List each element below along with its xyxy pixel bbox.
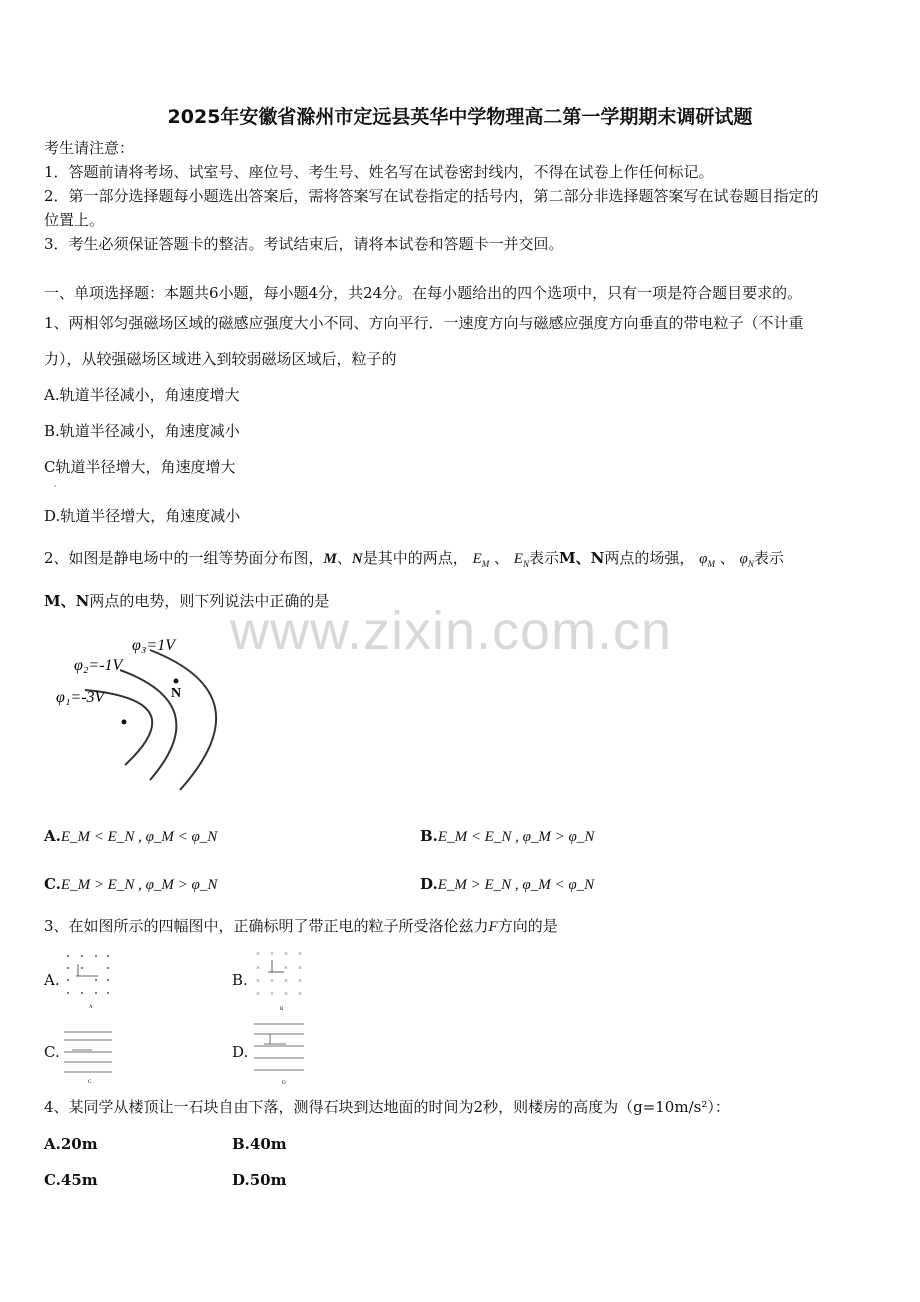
q3-caption-b: B — [280, 1007, 284, 1012]
q4-option-b: B.40m — [232, 1135, 287, 1153]
phi2-label: φ₂=-1V — [74, 657, 123, 674]
q1-stem-line2: 力），从较强磁场区域进入到较弱磁场区域后，粒子的 — [44, 350, 397, 368]
svg-text:×: × — [284, 950, 288, 958]
notice-item-1: 1．答题前请将考场、试室号、座位号、考生号、姓名写在试卷密封线内，不得在试卷上作任何标记。 — [44, 163, 714, 181]
q1-option-a: A.轨道半径减小，角速度增大 — [44, 386, 240, 404]
q3-figure-c — [62, 1026, 116, 1084]
notice-item-3: 3．考生必须保证答题卡的整洁。考试结束后，请将本试卷和答题卡一并交回。 — [44, 235, 564, 253]
svg-text:×: × — [270, 990, 274, 998]
watermark: www.zixin.com.cn — [230, 601, 673, 661]
q2-stem-line1: 2、如图是静电场中的一组等势面分布图，M、N是其中的两点， $E_M$ 、 $E_N$表示M、N两点的场强， $\varphi_M$ 、 $\varphi_N$表示 — [44, 549, 784, 569]
notice-heading: 考生请注意： — [44, 139, 135, 157]
equipotential-curve-2 — [120, 670, 176, 780]
point-n-label: N — [171, 686, 182, 701]
stray-dot: · — [54, 482, 57, 491]
svg-text:×: × — [284, 964, 288, 972]
q2-stem-line2: M、N两点的电势，则下列说法中正确的是 — [44, 592, 330, 610]
q4-stem: 4、某同学从楼顶让一石块自由下落，测得石块到达地面的时间为2秒，则楼房的高度为（g=10m/s²）： — [44, 1098, 730, 1116]
q4-option-a: A.20m — [44, 1135, 98, 1153]
phi3-label: φ₃=1V — [132, 637, 175, 654]
svg-text:×: × — [270, 977, 274, 985]
svg-text:×: × — [298, 977, 302, 985]
svg-text:×: × — [256, 990, 260, 998]
q3-caption-d: D — [282, 1081, 286, 1086]
notice-item-2-cont: 位置上。 — [44, 211, 105, 229]
exam-title: 2025年安徽省滁州市定远县英华中学物理高二第一学期期末调研试题 — [167, 106, 753, 128]
q2-option-a: A.E_M < E_N , φ_M < φ_N — [44, 827, 218, 845]
q3-stem: 3、在如图所示的四幅图中，正确标明了带正电的粒子所受洛伦兹力F方向的是 — [44, 917, 558, 935]
q3-figure-a — [62, 950, 114, 1010]
svg-text:×: × — [298, 990, 302, 998]
point-m — [122, 720, 127, 725]
q3-caption-a: A — [89, 1005, 93, 1010]
q4-option-d: D.50m — [232, 1171, 287, 1189]
section-heading: 一、单项选择题：本题共6小题，每小题4分，共24分。在每小题给出的四个选项中，只有一项是符合题目要求的。 — [44, 284, 803, 302]
q3-figure-b — [252, 948, 308, 1012]
q1-option-d: D.轨道半径增大，角速度减小 — [44, 507, 241, 525]
point-n-dot — [174, 679, 179, 684]
svg-text:×: × — [298, 964, 302, 972]
svg-text:×: × — [270, 950, 274, 958]
q3-label-d: D. — [232, 1043, 249, 1061]
svg-text:×: × — [256, 977, 260, 985]
q2-option-b: B.E_M < E_N , φ_M > φ_N — [420, 827, 595, 845]
svg-text:×: × — [284, 990, 288, 998]
q2-option-c: C.E_M > E_N , φ_M > φ_N — [44, 875, 218, 893]
equipotential-figure — [50, 630, 225, 795]
phi1-label: φ₁=-3V — [56, 689, 105, 706]
svg-text:×: × — [298, 950, 302, 958]
svg-text:×: × — [256, 964, 260, 972]
q3-label-a: A. — [44, 971, 60, 989]
q1-stem-line1: 1、两相邻匀强磁场区域的磁感应强度大小不同、方向平行．一速度方向与磁感应强度方向垂直的带电粒子（不计重 — [44, 314, 804, 332]
q3-caption-c: C — [88, 1080, 92, 1084]
notice-item-2: 2．第一部分选择题每小题选出答案后，需将答案写在试卷指定的括号内，第二部分非选择题答案写在试卷题目指定的 — [44, 187, 819, 205]
q3-label-c: C. — [44, 1043, 60, 1061]
q1-option-c: C轨道半径增大，角速度增大 — [44, 458, 236, 476]
q3-label-b: B. — [232, 971, 248, 989]
q2-option-d: D.E_M > E_N , φ_M < φ_N — [420, 875, 595, 893]
q3-figure-d — [252, 1020, 308, 1086]
q4-option-c: C.45m — [44, 1171, 98, 1189]
svg-text:×: × — [284, 977, 288, 985]
svg-text:×: × — [256, 950, 260, 958]
q1-option-b: B.轨道半径减小，角速度减小 — [44, 422, 240, 440]
